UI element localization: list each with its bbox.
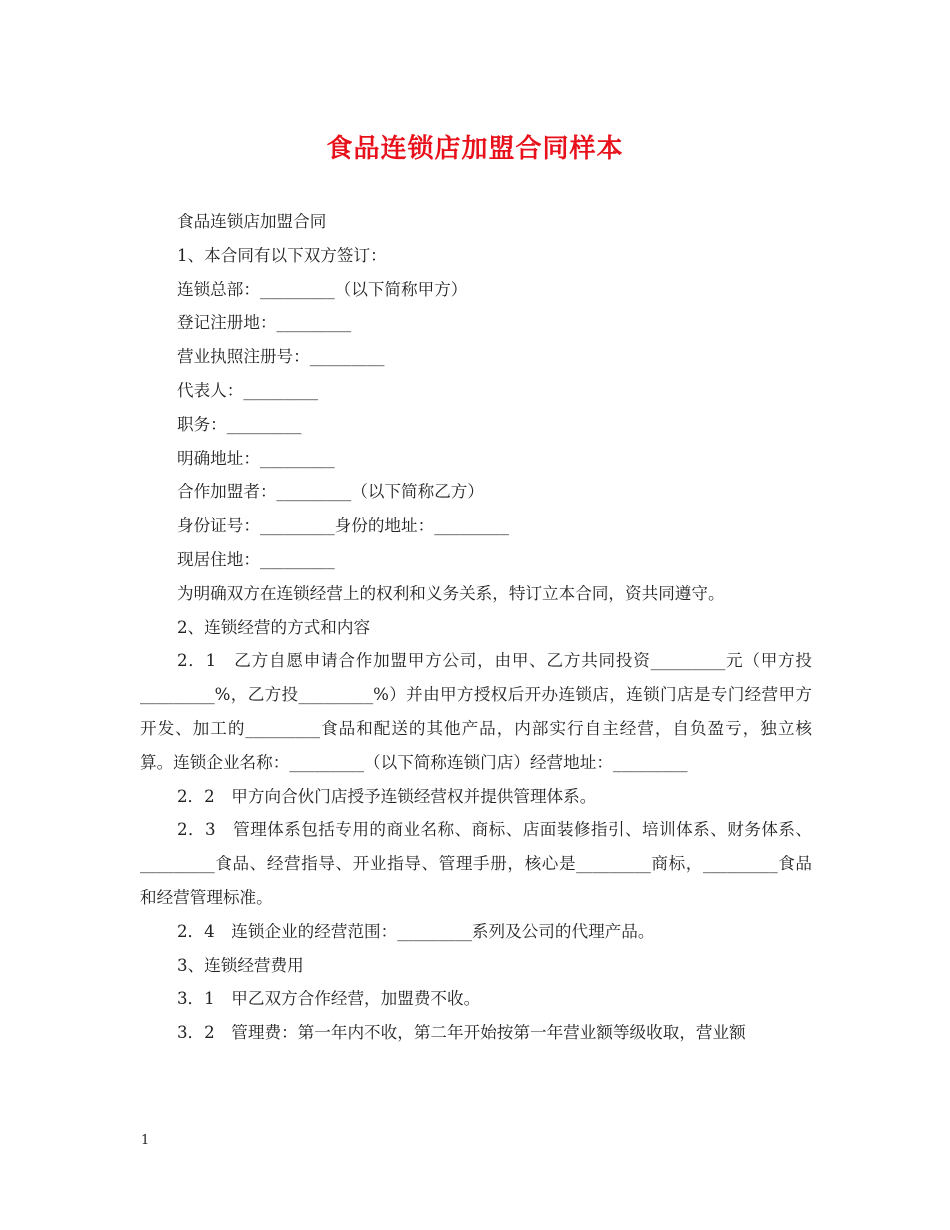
document-body: [140, 205, 812, 1050]
paragraph: 现居住地：_________: [177, 549, 335, 569]
paragraph: 代表人：_________: [177, 380, 319, 400]
document-title: 食品连锁店加盟合同样本: [326, 134, 624, 164]
paragraph: 营业执照注册号：_________: [177, 347, 385, 367]
paragraph: 2、连锁经营的方式和内容: [177, 617, 371, 637]
paragraph: 食品连锁店加盟合同: [177, 212, 327, 231]
paragraph: 合作加盟者：_________（以下简称乙方）: [177, 482, 484, 502]
paragraph: 明确地址：_________: [177, 448, 335, 468]
paragraph: 1、本合同有以下双方签订：: [177, 245, 387, 265]
paragraph: 为明确双方在连锁经营上的权利和义务关系，特订立本合同，资共同遵守。: [177, 583, 725, 603]
page-number: 1: [141, 1133, 150, 1148]
paragraph: 3．1 甲乙双方合作经营，加盟费不收。: [177, 989, 481, 1009]
paragraph: 2．2 甲方向合伙门店授予连锁经营权并提供管理体系。: [177, 786, 597, 806]
paragraph: 2．4 连锁企业的经营范围：_________系列及公司的代理产品。: [177, 921, 655, 941]
paragraph: 职务：_________: [177, 414, 302, 434]
paragraph: 登记注册地：_________: [177, 313, 352, 333]
paragraph: 2．1 乙方自愿申请合作加盟甲方公司，由甲、乙方共同投资_________元（甲方投_________%，乙方投_________%）并由甲方授权后开办连锁店，连锁门店是专门经营甲方开发、加工的_________食品和配送的其他产品，内部实行自主经营，自负盈亏，独立核算。连锁企业名称：_________（以下简称连锁门店）经营地址：_________: [140, 651, 812, 772]
paragraph: 3．2 管理费：第一年内不收，第二年开始按第一年营业额等级收取，营业额: [177, 1023, 746, 1043]
paragraph: 身份证号：_________身份的地址：_________: [177, 516, 509, 536]
paragraph: 3、连锁经营费用: [177, 955, 304, 975]
paragraph: 2．3 管理体系包括专用的商业名称、商标、店面装修指引、培训体系、财务体系、_________食品、经营指导、开业指导、管理手册，核心是_________商标，_________食品和经营管理标准。: [140, 820, 812, 907]
paragraph: 连锁总部：_________（以下简称甲方）: [177, 279, 468, 299]
